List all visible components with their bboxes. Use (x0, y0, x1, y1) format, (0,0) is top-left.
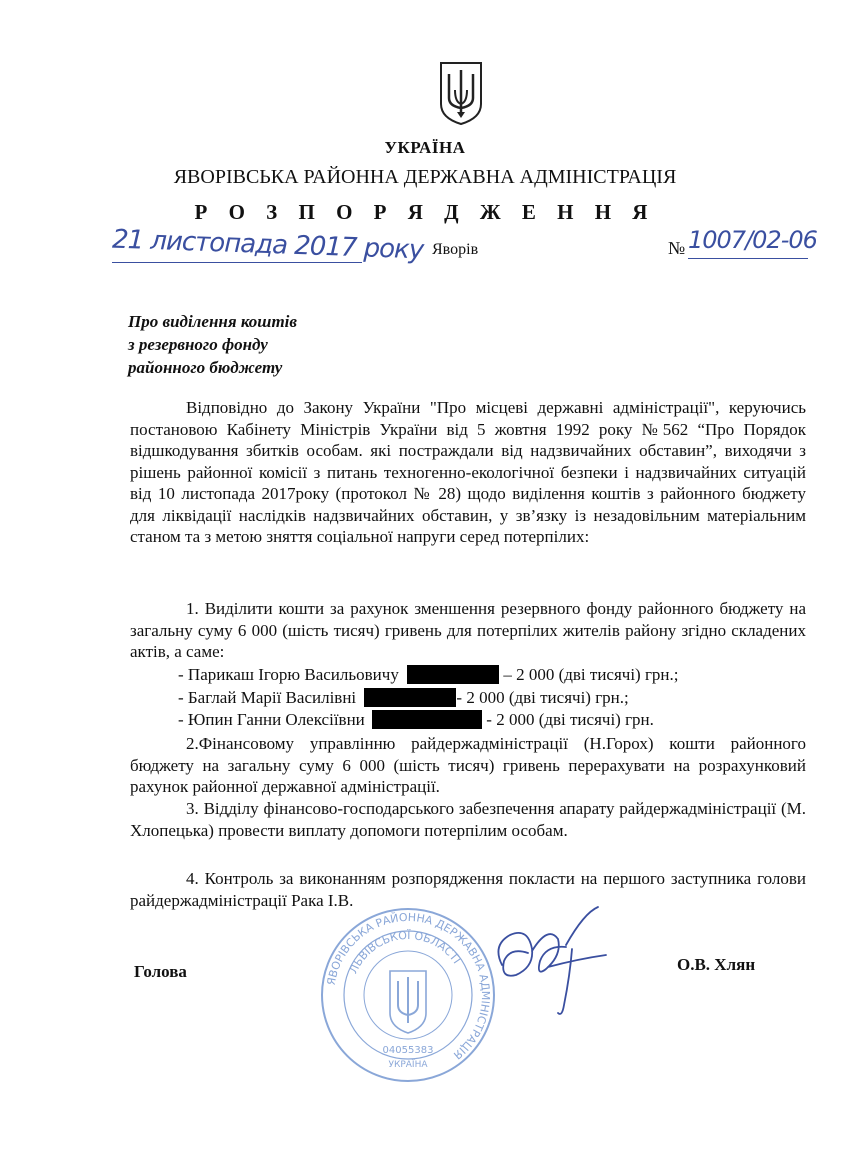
official-stamp (318, 905, 498, 1085)
recipient-amount: - 2 000 (дві тисячі) грн. (486, 710, 654, 729)
city: Яворів (432, 241, 479, 258)
redaction-block (372, 710, 482, 729)
stamp-inner-text: ЛЬВІВСЬКОЇ ОБЛАСТІ (346, 928, 464, 976)
recipient-amount: – 2 000 (дві тисячі) грн.; (503, 665, 679, 684)
intro-paragraph: Відповідно до Закону України "Про місцеві державні адміністрації", керуючись постановою Кабінету Міністрів України від 5 жовтня 1992 року №562 “Про Порядок відшкодування збитків особам. які постраждали від надзвичайних обставин”, виходячи з рішень районної комісії з питань техногенно-екологічної безпеки і надзвичайних ситуацій від 10 листопада 2017року (протокол № 28) щодо виділення коштів з районного бюджету для ліквідації наслідків надзвичайних обставин, у зв’язку із незадовільним матеріальним станом та з метою зняття соціальної напруги серед потерпілих: (130, 398, 806, 546)
subject-block (128, 310, 297, 379)
ukraine-coat-of-arms-icon (437, 60, 485, 126)
subject-line: Про виділення коштів (128, 312, 298, 331)
recipient-name: - Баглай Марії Василівні (178, 688, 357, 707)
recipient-name: - Парикаш Ігорю Васильовичу (178, 665, 399, 684)
country-title: УКРАЇНА (384, 138, 466, 157)
handwritten-date: 21 листопада 2017 року (111, 224, 424, 266)
number-sign: № (668, 238, 686, 258)
signatory-name: О.В. Хлян (677, 955, 756, 974)
item-4-paragraph: 4. Контроль за виконанням розпорядження покласти на першого заступника голови райдержадміністрації Рака І.В. (130, 869, 806, 910)
redaction-block (364, 688, 456, 707)
item-1-paragraph: 1. Виділити кошти за рахунок зменшення резервного фонду районного бюджету на загальну суму 6 000 (шість тисяч) гривень для потерпілих жителів району згідно складених актів, а саме: (130, 599, 806, 661)
recipient-row (178, 665, 679, 685)
item-3-paragraph: 3. Відділу фінансово-господарського забезпечення апарату райдержадміністрації (М. Хлопецька) провести виплату допомоги потерпілим особам. (130, 799, 806, 840)
subject-line: з резервного фонду (128, 335, 268, 354)
date-underline (112, 262, 362, 263)
signatory-position: Голова (134, 962, 187, 981)
recipient-row (178, 710, 654, 730)
recipient-amount: - 2 000 (дві тисячі) грн.; (456, 688, 629, 707)
redaction-block (407, 665, 499, 684)
administration-title: ЯВОРІВСЬКА РАЙОННА ДЕРЖАВНА АДМІНІСТРАЦІЯ (173, 166, 677, 188)
recipient-row (178, 688, 629, 708)
document-type: Р О З П О Р Я Д Ж Е Н Н Я (194, 200, 656, 224)
stamp-outer-text: ЯВОРІВСЬКА РАЙОННА ДЕРЖАВНА АДМІНІСТРАЦІЯ (324, 910, 493, 1062)
handwritten-signature (488, 905, 618, 1020)
subject-line: районного бюджету (128, 358, 283, 377)
recipient-name: - Юпин Ганни Олексіївни (178, 710, 365, 729)
number-underline (688, 258, 808, 259)
handwritten-number: 1007/02-06 (688, 226, 817, 254)
stamp-bottom-text: УКРАЇНА (388, 1060, 428, 1070)
stamp-code: 04055383 (382, 1045, 434, 1056)
stamp-trident-icon (390, 971, 426, 1033)
item-2-paragraph: 2.Фінансовому управлінню райдержадміністрації (Н.Горох) кошти районного бюджету на загальну суму 6 000 (шість тисяч) гривень перерахувати на розрахунковий рахунок районної державної адміністрації. (130, 734, 806, 796)
